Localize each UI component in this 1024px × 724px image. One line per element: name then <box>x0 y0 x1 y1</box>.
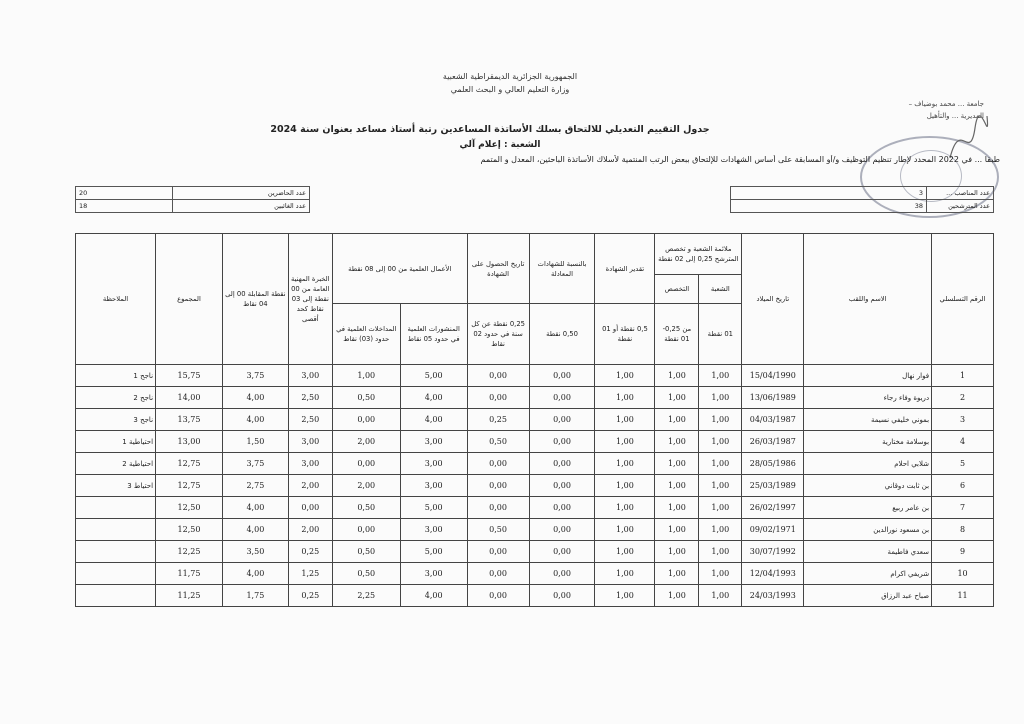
cell-date: 0,00 <box>467 453 529 475</box>
col-notes: الملاحظة <box>76 234 156 365</box>
ministry-header: وزارة التعليم العالي و البحث العلمي <box>450 85 570 94</box>
table-row <box>76 453 994 475</box>
cell-exp: 2,50 <box>288 409 332 431</box>
cell-birth: 24/03/1993 <box>742 585 804 607</box>
cell-comms: 0,00 <box>332 519 400 541</box>
cell-equiv: 0,00 <box>529 519 595 541</box>
cell-branch: 1,00 <box>699 365 742 387</box>
cell-n: 10 <box>932 563 994 585</box>
cell-total: 12,25 <box>156 541 223 563</box>
col-communications: المداخلات العلمية في حدود (03) نقاط <box>332 304 400 365</box>
cell-pubs: 5,00 <box>400 497 467 519</box>
cell-total: 13,75 <box>156 409 223 431</box>
cell-exp: 2,50 <box>288 387 332 409</box>
cell-date: 0,50 <box>467 519 529 541</box>
cell-birth: 28/05/1986 <box>742 453 804 475</box>
cell-exp: 1,25 <box>288 563 332 585</box>
cell-birth: 04/03/1987 <box>742 409 804 431</box>
cell-grade: 1,00 <box>595 431 655 453</box>
col-spec-points: من 0,25- 01 نقطة <box>655 304 699 365</box>
cell-date: 0,00 <box>467 585 529 607</box>
cell-exp: 3,00 <box>288 453 332 475</box>
cell-n: 5 <box>932 453 994 475</box>
cell-grade: 1,00 <box>595 563 655 585</box>
cell-n: 11 <box>932 585 994 607</box>
absent-value: 18 <box>76 200 173 213</box>
cell-interview: 4,00 <box>222 387 288 409</box>
table-row <box>76 365 994 387</box>
col-grade: تقدير الشهادة <box>595 234 655 304</box>
cell-name: سعدي فاطيمة <box>804 541 932 563</box>
cell-branch: 1,00 <box>699 563 742 585</box>
cell-spec: 1,00 <box>655 585 699 607</box>
cell-equiv: 0,00 <box>529 409 595 431</box>
cell-birth: 12/04/1993 <box>742 563 804 585</box>
cell-branch: 1,00 <box>699 431 742 453</box>
cell-total: 11,75 <box>156 563 223 585</box>
cell-interview: 4,00 <box>222 519 288 541</box>
cell-total: 11,25 <box>156 585 223 607</box>
cell-n: 6 <box>932 475 994 497</box>
cell-grade: 1,00 <box>595 519 655 541</box>
cell-date: 0,00 <box>467 497 529 519</box>
cell-exp: 0,25 <box>288 585 332 607</box>
cell-total: 12,50 <box>156 497 223 519</box>
cell-date: 0,00 <box>467 365 529 387</box>
cell-branch: 1,00 <box>699 519 742 541</box>
cell-n: 7 <box>932 497 994 519</box>
cell-date: 0,00 <box>467 475 529 497</box>
cell-name: بموني خليفي نسيمة <box>804 409 932 431</box>
cell-note: احتياط 3 <box>76 475 156 497</box>
cell-interview: 1,75 <box>222 585 288 607</box>
table-row <box>76 563 994 585</box>
absent-label: عدد الغائبين <box>173 200 310 213</box>
col-date: تاريخ الحصول على الشهادة <box>467 234 529 304</box>
cell-name: شريفي اكرام <box>804 563 932 585</box>
cell-exp: 3,00 <box>288 365 332 387</box>
cell-interview: 3,75 <box>222 453 288 475</box>
cell-spec: 1,00 <box>655 475 699 497</box>
page-title: جدول التقييم التعديلي للالتحاق بسلك الأساتذة المساعدين رتبة أستاذ مساعد بعنوان سنة 2024 <box>270 124 710 135</box>
cell-birth: 13/06/1989 <box>742 387 804 409</box>
present-label: عدد الحاضرين <box>173 187 310 200</box>
cell-note <box>76 519 156 541</box>
cell-spec: 1,00 <box>655 409 699 431</box>
cell-name: فوار نهال <box>804 365 932 387</box>
cell-branch: 1,00 <box>699 541 742 563</box>
col-date-points: 0,25 نقطة عن كل سنة في حدود 02 نقاط <box>467 304 529 365</box>
cell-note <box>76 541 156 563</box>
cell-grade: 1,00 <box>595 387 655 409</box>
cell-name: دريوة وفاء رجاء <box>804 387 932 409</box>
cell-spec: 1,00 <box>655 497 699 519</box>
cell-name: بن ثابت دوقاني <box>804 475 932 497</box>
cell-equiv: 0,00 <box>529 387 595 409</box>
cell-note: ناجح 2 <box>76 387 156 409</box>
cell-branch: 1,00 <box>699 453 742 475</box>
stats-table-left <box>75 186 310 213</box>
branch-subtitle: الشعبة : إعلام آلي <box>459 140 541 150</box>
cell-grade: 1,00 <box>595 365 655 387</box>
cell-comms: 0,50 <box>332 387 400 409</box>
col-serial: الرقم التسلسلي <box>932 234 994 365</box>
cell-total: 12,50 <box>156 519 223 541</box>
table-row <box>76 431 994 453</box>
cell-grade: 1,00 <box>595 475 655 497</box>
cell-pubs: 3,00 <box>400 475 467 497</box>
col-name: الاسم واللقب <box>804 234 932 365</box>
col-birth: تاريخ الميلاد <box>742 234 804 365</box>
cell-pubs: 4,00 <box>400 585 467 607</box>
cell-comms: 2,25 <box>332 585 400 607</box>
cell-spec: 1,00 <box>655 365 699 387</box>
cell-pubs: 3,00 <box>400 453 467 475</box>
cell-spec: 1,00 <box>655 563 699 585</box>
cell-total: 14,00 <box>156 387 223 409</box>
cell-equiv: 0,00 <box>529 563 595 585</box>
cell-name: صباح عبد الرزاق <box>804 585 932 607</box>
university-name: جامعة ... محمد بوضياف – <box>908 100 984 108</box>
cell-date: 0,00 <box>467 387 529 409</box>
table-row <box>76 497 994 519</box>
cell-birth: 25/03/1989 <box>742 475 804 497</box>
cell-note <box>76 585 156 607</box>
cell-interview: 3,75 <box>222 365 288 387</box>
cell-grade: 1,00 <box>595 409 655 431</box>
cell-date: 0,00 <box>467 541 529 563</box>
cell-birth: 30/07/1992 <box>742 541 804 563</box>
cell-pubs: 5,00 <box>400 365 467 387</box>
col-publications: المنشورات العلمية في حدود 05 نقاط <box>400 304 467 365</box>
posts-label: عدد المناصب ... <box>927 187 994 200</box>
cell-interview: 3,50 <box>222 541 288 563</box>
cell-comms: 1,00 <box>332 365 400 387</box>
cell-spec: 1,00 <box>655 387 699 409</box>
cell-pubs: 4,00 <box>400 409 467 431</box>
cell-date: 0,50 <box>467 431 529 453</box>
cell-equiv: 0,00 <box>529 585 595 607</box>
cell-branch: 1,00 <box>699 475 742 497</box>
cell-note: احتياطية 2 <box>76 453 156 475</box>
cell-name: بوسلامة مختارية <box>804 431 932 453</box>
cell-note: ناجح 1 <box>76 365 156 387</box>
cell-name: شلابي احلام <box>804 453 932 475</box>
legal-reference: طبقا ... في 2022 المحدد لإطار تنظيم التوظيف و/أو المسابقة على أساس الشهادات للإلتحاق ببعض الرتب المنتمية لأسلاك الأساتذة الباحثين، المعدل و المتمم <box>480 155 1000 164</box>
cell-branch: 1,00 <box>699 585 742 607</box>
cell-equiv: 0,00 <box>529 541 595 563</box>
col-branch-points: 01 نقطة <box>699 304 742 365</box>
cell-spec: 1,00 <box>655 519 699 541</box>
cell-exp: 3,00 <box>288 431 332 453</box>
cell-comms: 0,50 <box>332 497 400 519</box>
cell-n: 1 <box>932 365 994 387</box>
cell-note: ناجح 3 <box>76 409 156 431</box>
cell-interview: 4,00 <box>222 409 288 431</box>
present-value: 20 <box>76 187 173 200</box>
col-fit: ملائمة الشعبة و تخصص المترشح 0,25 إلى 02 نقطة <box>655 234 742 275</box>
cell-spec: 1,00 <box>655 541 699 563</box>
cell-interview: 2,75 <box>222 475 288 497</box>
cell-equiv: 0,00 <box>529 365 595 387</box>
cell-equiv: 0,00 <box>529 431 595 453</box>
evaluation-table <box>75 233 994 607</box>
cell-comms: 2,00 <box>332 475 400 497</box>
candidates-value: 38 <box>731 200 927 213</box>
cell-pubs: 3,00 <box>400 431 467 453</box>
cell-equiv: 0,00 <box>529 497 595 519</box>
cell-n: 3 <box>932 409 994 431</box>
cell-comms: 0,00 <box>332 453 400 475</box>
col-exp: الخبرة المهنية العامة من 00 نقطة إلى 03 نقاط كحد أقصى <box>288 234 332 365</box>
cell-interview: 4,00 <box>222 563 288 585</box>
cell-branch: 1,00 <box>699 409 742 431</box>
cell-n: 8 <box>932 519 994 541</box>
table-row <box>76 387 994 409</box>
table-row <box>76 585 994 607</box>
cell-name: بن عامر ربيع <box>804 497 932 519</box>
table-row <box>76 475 994 497</box>
cell-exp: 2,00 <box>288 475 332 497</box>
col-spec: التخصص <box>655 275 699 304</box>
col-branch: الشعبة <box>699 275 742 304</box>
col-sci: الأعمال العلمية من 00 إلى 08 نقطة <box>332 234 467 304</box>
table-row <box>76 519 994 541</box>
cell-equiv: 0,00 <box>529 475 595 497</box>
col-equiv: بالنسبة للشهادات المعادلة <box>529 234 595 304</box>
cell-grade: 1,00 <box>595 497 655 519</box>
col-grade-points: 0,5 نقطة أو 01 نقطة <box>595 304 655 365</box>
cell-grade: 1,00 <box>595 453 655 475</box>
cell-comms: 0,00 <box>332 409 400 431</box>
cell-spec: 1,00 <box>655 431 699 453</box>
cell-equiv: 0,00 <box>529 453 595 475</box>
cell-birth: 26/02/1997 <box>742 497 804 519</box>
col-equiv-points: 0,50 نقطة <box>529 304 595 365</box>
cell-branch: 1,00 <box>699 387 742 409</box>
cell-total: 12,75 <box>156 475 223 497</box>
col-interview: نقطة المقابلة 00 إلى 04 نقاط <box>222 234 288 365</box>
cell-exp: 2,00 <box>288 519 332 541</box>
cell-pubs: 5,00 <box>400 541 467 563</box>
cell-n: 4 <box>932 431 994 453</box>
table-body <box>76 365 994 607</box>
cell-comms: 2,00 <box>332 431 400 453</box>
cell-birth: 15/04/1990 <box>742 365 804 387</box>
cell-grade: 1,00 <box>595 585 655 607</box>
cell-branch: 1,00 <box>699 497 742 519</box>
cell-comms: 0,50 <box>332 563 400 585</box>
candidates-label: عدد المترشحين <box>927 200 994 213</box>
cell-interview: 4,00 <box>222 497 288 519</box>
cell-exp: 0,00 <box>288 497 332 519</box>
cell-note: احتياطية 1 <box>76 431 156 453</box>
cell-total: 12,75 <box>156 453 223 475</box>
cell-spec: 1,00 <box>655 453 699 475</box>
cell-grade: 1,00 <box>595 541 655 563</box>
cell-note <box>76 563 156 585</box>
stats-table-right <box>730 186 994 213</box>
university-subline: المديرية ... والتأهيل <box>926 112 984 120</box>
cell-note <box>76 497 156 519</box>
cell-n: 2 <box>932 387 994 409</box>
cell-comms: 0,50 <box>332 541 400 563</box>
cell-birth: 09/02/1971 <box>742 519 804 541</box>
cell-interview: 1,50 <box>222 431 288 453</box>
cell-n: 9 <box>932 541 994 563</box>
table-row <box>76 409 994 431</box>
cell-total: 13,00 <box>156 431 223 453</box>
cell-pubs: 3,00 <box>400 519 467 541</box>
cell-name: بن مسعود نورالدين <box>804 519 932 541</box>
cell-date: 0,25 <box>467 409 529 431</box>
cell-exp: 0,25 <box>288 541 332 563</box>
posts-value: 3 <box>731 187 927 200</box>
cell-pubs: 4,00 <box>400 387 467 409</box>
cell-date: 0,00 <box>467 563 529 585</box>
cell-pubs: 3,00 <box>400 563 467 585</box>
republic-header: الجمهورية الجزائرية الديمقراطية الشعبية <box>442 72 578 81</box>
cell-birth: 26/03/1987 <box>742 431 804 453</box>
col-total: المجموع <box>156 234 223 365</box>
cell-total: 15,75 <box>156 365 223 387</box>
table-row <box>76 541 994 563</box>
